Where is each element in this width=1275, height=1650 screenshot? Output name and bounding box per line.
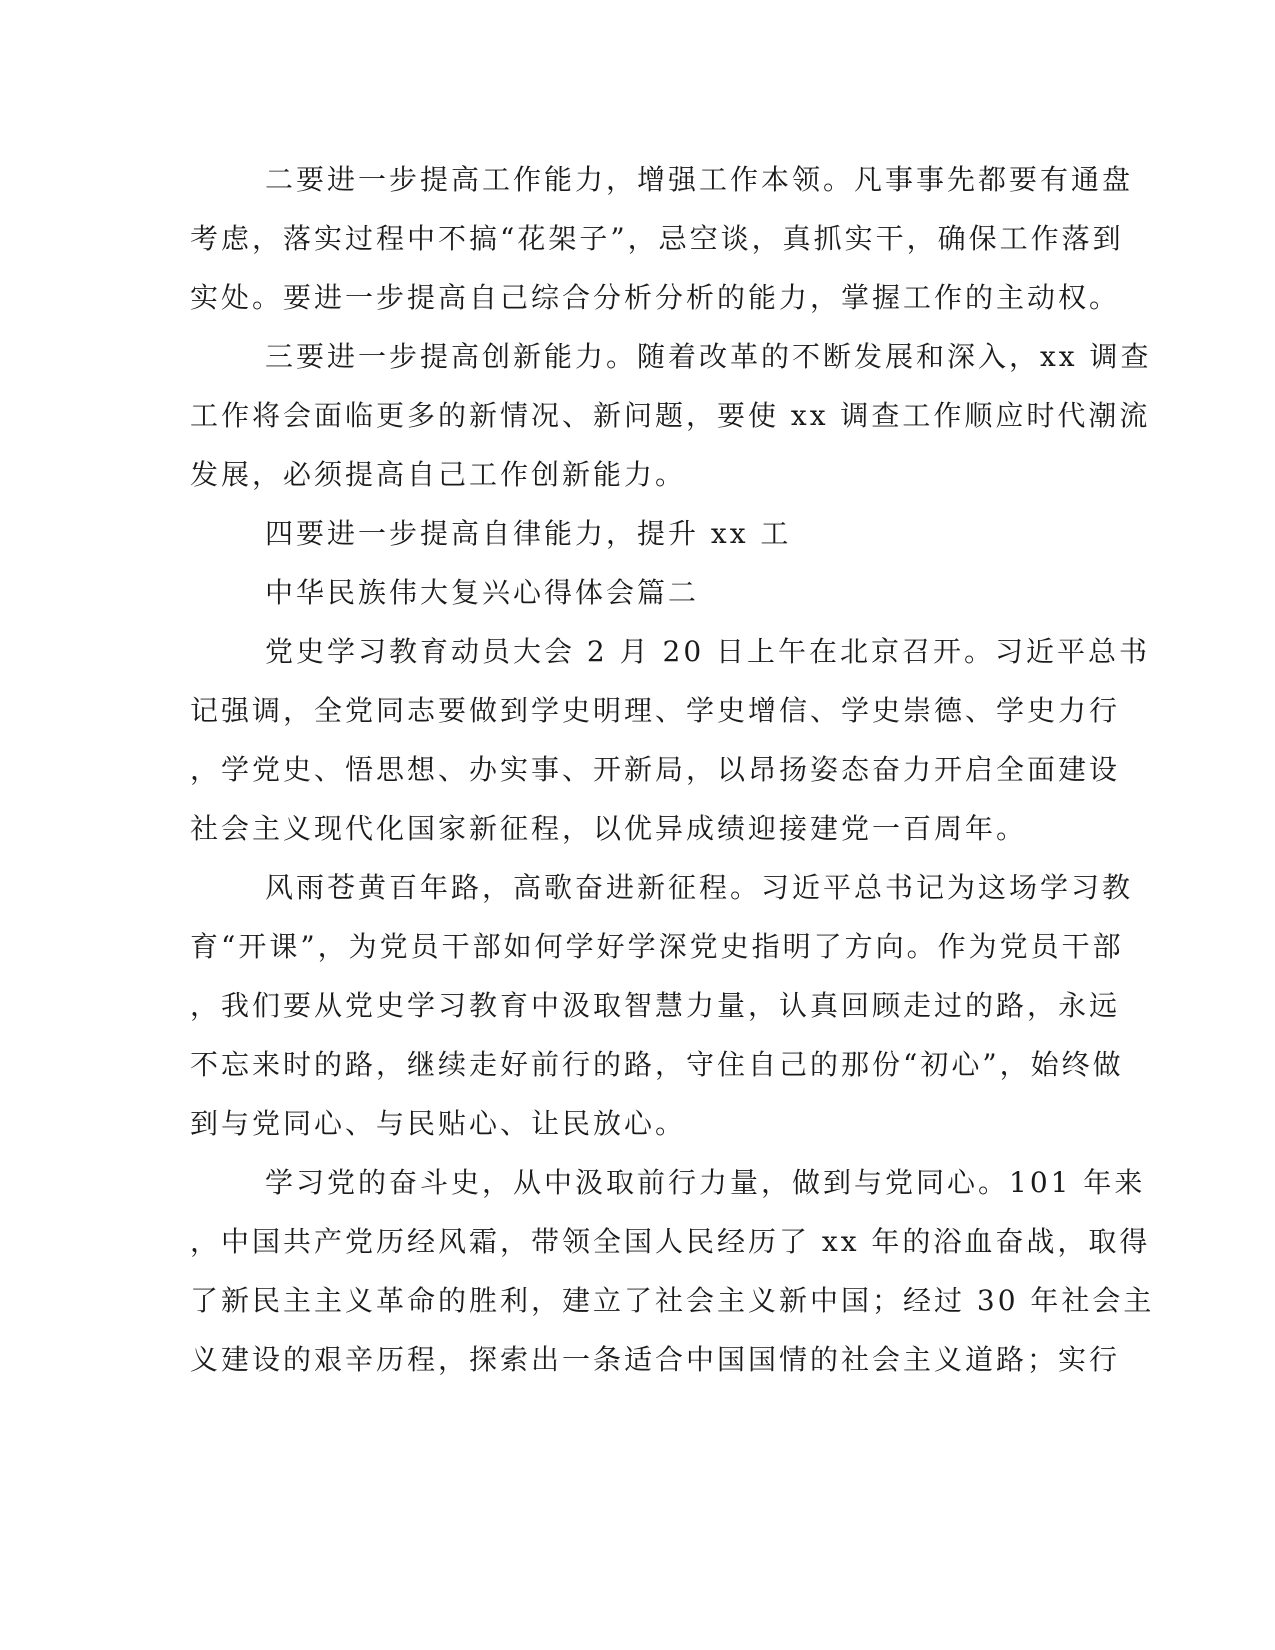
text-line: ，学党史、悟思想、办实事、开新局，以昂扬姿态奋力开启全面建设 [190,753,1121,786]
text-line: 了新民主主义革命的胜利，建立了社会主义新中国；经过 30 年社会主 [190,1284,1155,1317]
text-line: ，我们要从党史学习教育中汲取智慧力量，认真回顾走过的路，永远 [190,989,1121,1022]
text-line: 义建设的艰辛历程，探索出一条适合中国国情的社会主义道路；实行 [190,1343,1121,1376]
text-line: 不忘来时的路，继续走好前行的路，守住自己的那份“初心”，始终做 [190,1048,1124,1081]
text-line: 党史学习教育动员大会 2 月 20 日上午在北京召开。习近平总书 [265,635,1151,668]
text-line: 四要进一步提高自律能力，提升 xx 工 [265,517,792,550]
text-line: 风雨苍黄百年路，高歌奋进新征程。习近平总书记为这场学习教 [265,871,1134,904]
text-line: 社会主义现代化国家新征程，以优异成绩迎接建党一百周年。 [190,812,1028,845]
text-line: 工作将会面临更多的新情况、新问题，要使 xx 调查工作顺应时代潮流 [190,399,1151,432]
text-line: 育“开课”，为党员干部如何学好学深党史指明了方向。作为党员干部 [190,930,1124,963]
text-line: 实处。要进一步提高自己综合分析分析的能力，掌握工作的主动权。 [190,281,1121,314]
text-line: 发展，必须提高自己工作创新能力。 [190,458,687,491]
text-line: ，中国共产党历经风霜，带领全国人民经历了 xx 年的浴血奋战，取得 [190,1225,1151,1258]
text-line: 考虑，落实过程中不搞“花架子”，忌空谈，真抓实干，确保工作落到 [190,222,1124,255]
section-heading: 中华民族伟大复兴心得体会篇二 [265,576,700,609]
text-line: 二要进一步提高工作能力，增强工作本领。凡事事先都要有通盘 [265,163,1134,196]
text-line: 记强调，全党同志要做到学史明理、学史增信、学史崇德、学史力行 [190,694,1121,727]
text-line: 三要进一步提高创新能力。随着改革的不断发展和深入，xx 调查 [265,340,1152,373]
text-line: 到与党同心、与民贴心、让民放心。 [190,1107,687,1140]
text-line: 学习党的奋斗史，从中汲取前行力量，做到与党同心。101 年来 [265,1166,1146,1199]
